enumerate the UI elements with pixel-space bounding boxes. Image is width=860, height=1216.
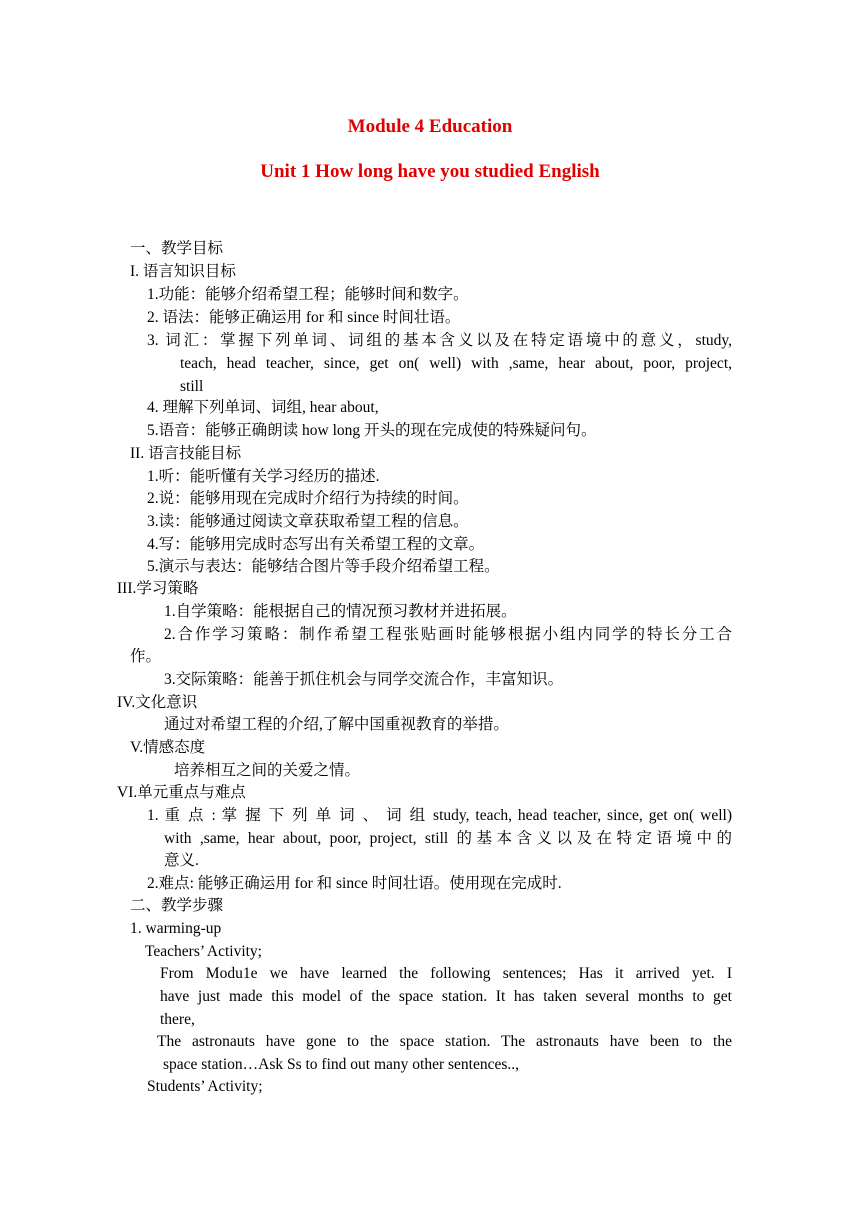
list-item: 3.交际策略：能善于抓住机会与同学交流合作，丰富知识。	[164, 671, 564, 688]
list-item-continuation: with ,same, hear about, poor, project, still 的基本含义以及在特定语境中的	[164, 830, 732, 847]
paragraph-continuation: there,	[160, 1011, 195, 1028]
list-item: 1.功能：能够介绍希望工程；能够时间和数字。	[147, 286, 469, 303]
subsection-heading: VI.单元重点与难点	[117, 784, 246, 801]
list-item-continuation: still	[180, 378, 204, 395]
activity-heading: Students’ Activity;	[147, 1078, 263, 1095]
section-heading: 一、教学目标	[130, 240, 224, 257]
list-item: 2.难点: 能够正确运用 for 和 since 时间壮语。使用现在完成时.	[147, 875, 562, 892]
list-item: 5.演示与表达：能够结合图片等手段介绍希望工程。	[147, 558, 500, 575]
subsection-heading: II. 语言技能目标	[130, 445, 242, 462]
list-item: 1. 重 点 : 掌 握 下 列 单 词 、 词 组 study, teach, head teacher, since, get on( well)	[147, 807, 732, 824]
list-item-continuation: teach, head teacher, since, get on( well) with ,same, hear about, poor, project,	[180, 355, 732, 372]
list-item: 2.合作学习策略：制作希望工程张贴画时能够根据小组内同学的特长分工合	[164, 626, 732, 643]
paragraph: From Modu1e we have learned the following sentences; Has it arrived yet. I	[160, 965, 732, 982]
subsection-heading: III.学习策略	[117, 580, 199, 597]
subsection-heading: V.情感态度	[130, 739, 206, 756]
list-item: 2.说：能够用现在完成时介绍行为持续的时间。	[147, 490, 469, 507]
page-subtitle: Unit 1 How long have you studied English	[260, 161, 600, 182]
paragraph: The astronauts have gone to the space station. The astronauts have been to the	[157, 1033, 732, 1050]
list-item-continuation: 作。	[130, 648, 162, 665]
list-item: 4. 理解下列单词、词组, hear about,	[147, 399, 379, 416]
list-item: 5.语音：能够正确朗读 how long 开头的现在完成使的特殊疑问句。	[147, 422, 597, 439]
activity-heading: Teachers’ Activity;	[145, 943, 262, 960]
subsection-heading: IV.文化意识	[117, 694, 198, 711]
paragraph-continuation: space station…Ask Ss to find out many other sentences..,	[163, 1056, 520, 1073]
paragraph: 培养相互之间的关爱之情。	[174, 762, 361, 779]
section-heading: 二、教学步骤	[130, 897, 224, 914]
paragraph-continuation: have just made this model of the space station. It has taken several months to get	[160, 988, 732, 1005]
list-item: 2. 语法：能够正确运用 for 和 since 时间壮语。	[147, 309, 461, 326]
paragraph: 通过对希望工程的介绍,了解中国重视教育的举措。	[164, 716, 509, 733]
list-item: 4.写：能够用完成时态写出有关希望工程的文章。	[147, 536, 485, 553]
list-item: 1.听：能听懂有关学习经历的描述.	[147, 468, 380, 485]
list-item: 1.自学策略：能根据自己的情况预习教材并进拓展。	[164, 603, 517, 620]
step-heading: 1. warming-up	[130, 920, 222, 937]
list-item: 3.读：能够通过阅读文章获取希望工程的信息。	[147, 513, 469, 530]
page-title: Module 4 Education	[347, 116, 513, 137]
subsection-heading: I. 语言知识目标	[130, 263, 236, 280]
list-item-continuation: 意义.	[164, 852, 199, 869]
list-item: 3. 词汇：掌握下列单词、词组的基本含义以及在特定语境中的意义，study,	[147, 332, 732, 349]
